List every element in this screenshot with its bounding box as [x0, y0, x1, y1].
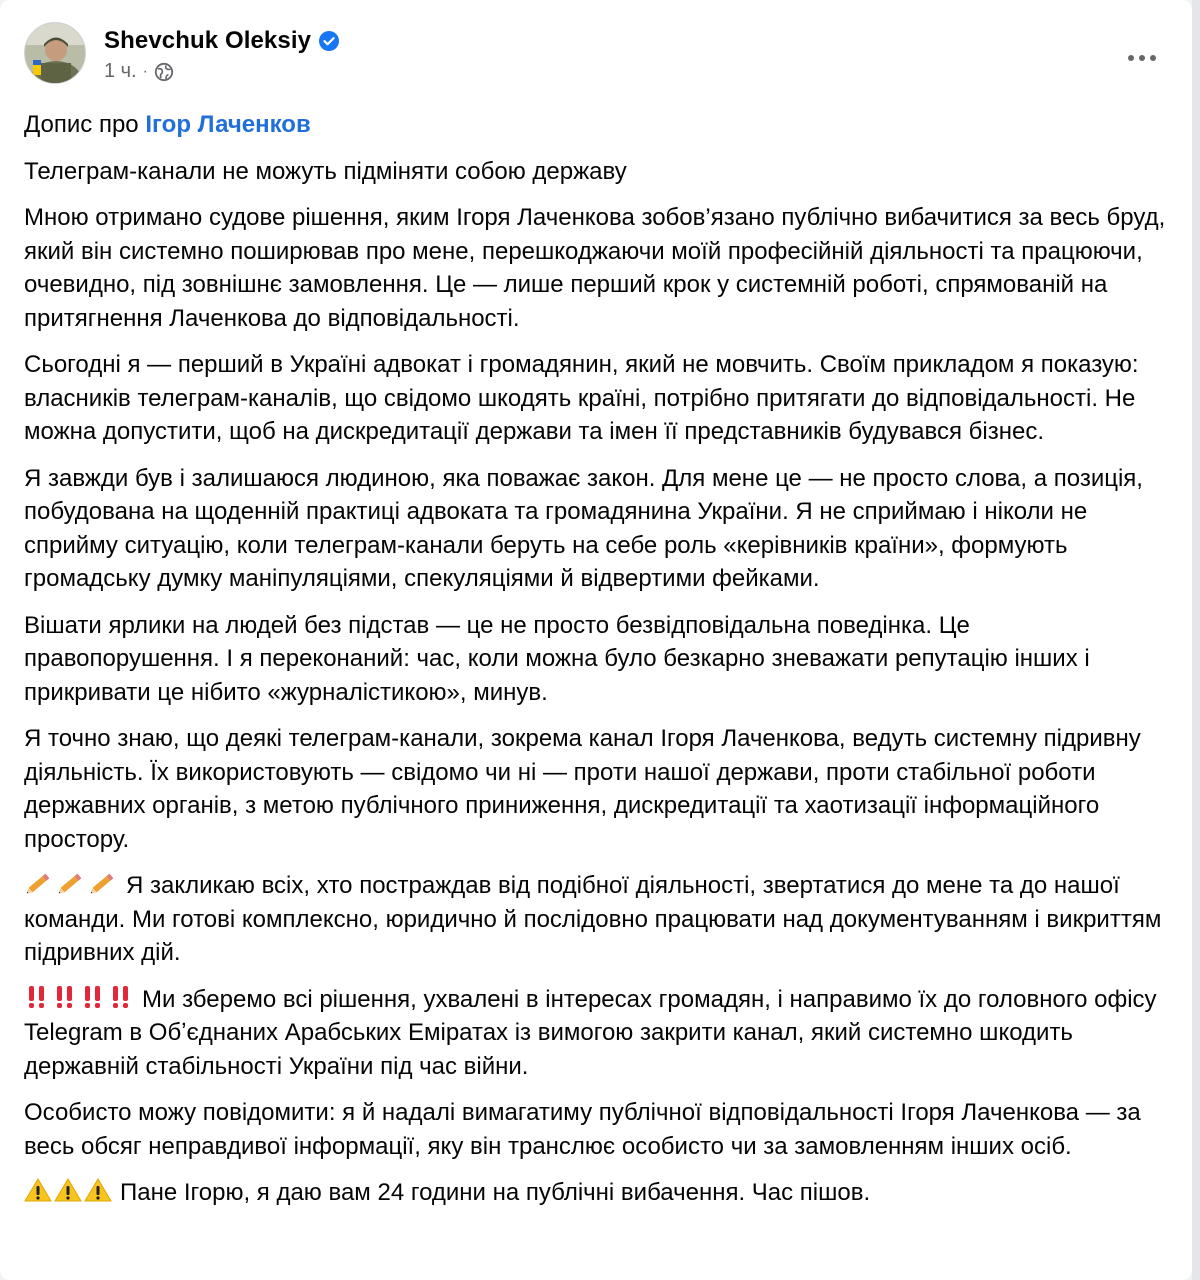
- globe-icon[interactable]: [154, 62, 174, 82]
- double-exclamation-emoji-group: [24, 984, 134, 1010]
- post-paragraph: Я завжди був і залишаюся людиною, яка поважає закон. Для мене це — не просто слова, а позиція, побудована на щоденній практиці адвоката та громадянина України. Я не сприймаю і ніколи не сприйму ситуацію, коли телеграм-канали беруть на себе роль «керівників країни», формують громадську думку маніпуляціями, спекуляціями й відвертими фейками.: [24, 464, 1143, 592]
- post-meta: [104, 22, 339, 83]
- author-avatar[interactable]: [24, 22, 86, 84]
- tag-prefix: Допис про: [24, 111, 139, 138]
- more-options-dot: [1139, 55, 1145, 61]
- post-header: [24, 22, 1170, 108]
- double-exclamation-icon: [108, 984, 134, 1010]
- post-paragraph: Мною отримано судове рішення, яким Ігоря Лаченкова зобов’язано публічно вибачитися за весь бруд, який він системно поширював про мене, перешкоджаючи моїй професійній діяльності та працюючи, очевидно, під зовнішнє замовлення. Це — лише перший крок у системній роботі, спрямованій на притягнення Лаченкова до відповідальності.: [24, 204, 1166, 332]
- pencil-icon: [24, 870, 54, 896]
- post-paragraph: Телеграм-канали не можуть підміняти собою державу: [24, 157, 627, 185]
- pencil-paragraph-text: Я закликаю всіх, хто постраждав від подібної діяльності, звертатися до мене та до нашої команди. Ми готові комплексно, юридично й послідовно працювати над документуванням і викриттям підривних дій.: [24, 872, 1162, 966]
- warning-paragraph-text: Пане Ігорю, я даю вам 24 години на публічні вибачення. Час пішов.: [120, 1179, 871, 1206]
- post-paragraph-warning: [24, 1176, 1170, 1210]
- post-paragraph: Я точно знаю, що деякі телеграм-канали, зокрема канал Ігоря Лаченкова, ведуть системну підривну діяльність. Їх використовують — свідомо чи ні — проти нашої держави, проти стабільної роботи державних органів, з метою публічного приниження, дискредитації та хаотизації інформаційного простору.: [24, 725, 1141, 853]
- double-exclamation-icon: [80, 984, 106, 1010]
- post-paragraph-exclamation: [24, 983, 1170, 1084]
- exclamation-paragraph-text: Ми зберемо всі рішення, ухвалені в інтересах громадян, і направимо їх до головного офісу Telegram в Обʼєднаних Арабських Еміратах із вимогою закрити канал, який системно шкодить державній стабільності України під час війни.: [24, 985, 1157, 1080]
- post-body: [24, 108, 1170, 1210]
- double-exclamation-icon: [24, 984, 50, 1010]
- warning-icon: [84, 1177, 112, 1203]
- post-paragraph-pencil: [24, 869, 1170, 970]
- avatar-image: [25, 23, 86, 84]
- pencil-icon: [88, 870, 118, 896]
- more-options-button[interactable]: [1122, 40, 1162, 76]
- tagged-person-link[interactable]: Ігор Лаченков: [145, 111, 311, 138]
- post-paragraph: Особисто можу повідомити: я й надалі вимагатиму публічної відповідальності Ігоря Лаченкова — за весь обсяг неправдивої інформації, яку він транслює особисто чи за замовленням інших осіб.: [24, 1099, 1141, 1160]
- warning-icon: [54, 1177, 82, 1203]
- author-name[interactable]: Shevchuk Oleksiy: [104, 27, 312, 54]
- warning-icon: [24, 1177, 52, 1203]
- double-exclamation-icon: [52, 984, 78, 1010]
- post-timestamp[interactable]: 1 ч.: [104, 60, 137, 82]
- pencil-icon: [56, 870, 86, 896]
- post-subline: [104, 60, 339, 83]
- post-paragraph: Сьогодні я — перший в Україні адвокат і громадянин, який не мовчить. Своїм прикладом я показую: власників телеграм-каналів, що свідомо шкодять країні, потрібно притягати до відповідальності. Не можна допустити, щоб на дискредитації держави та імен її представників будувався бізнес.: [24, 351, 1139, 445]
- separator-dot: ·: [142, 62, 148, 80]
- author-row: [104, 26, 339, 56]
- post-paragraph: Вішати ярлики на людей без підстав — це не просто безвідповідальна поведінка. Це правопорушення. І я переконаний: час, коли можна було безкарно зневажати репутацію інших і прикривати це нібито «журналістикою», минув.: [24, 611, 1090, 706]
- tag-line: [24, 108, 1170, 142]
- warning-emoji-group: [24, 1177, 112, 1203]
- more-options-dot: [1150, 55, 1156, 61]
- verified-badge-icon: [319, 31, 339, 51]
- more-options-icon: [1128, 55, 1134, 61]
- pencil-emoji-group: [24, 870, 118, 896]
- page-scrollbar-edge: [1192, 0, 1200, 1280]
